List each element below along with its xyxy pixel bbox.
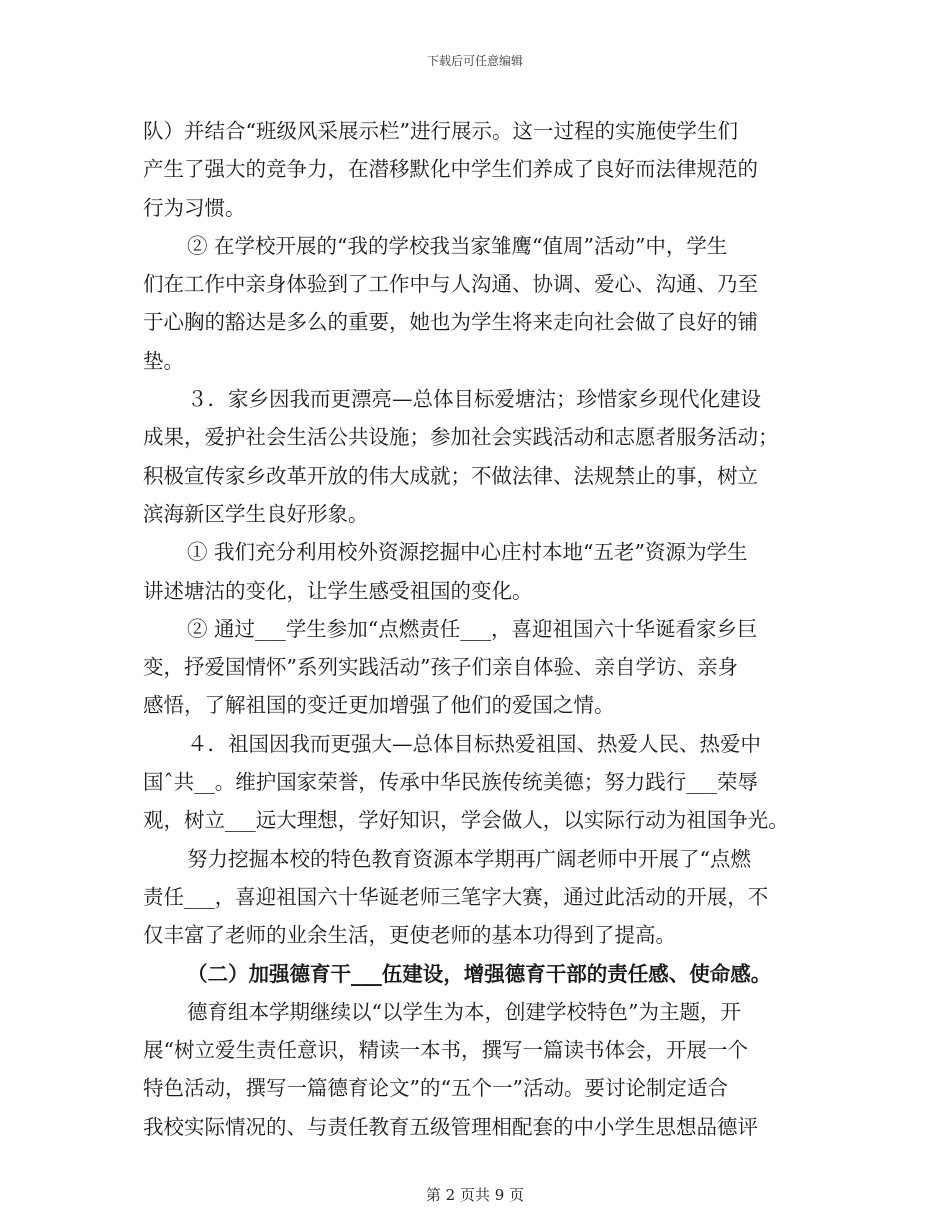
paragraph-line: ３．家乡因我而更漂亮—总体目标爱塘沽；珍惜家乡现代化建设 bbox=[187, 387, 761, 412]
paragraph-line: 讲述塘沽的变化，让学生感受祖国的变化。 bbox=[143, 578, 533, 603]
section-heading-line: （二）加强德育干___伍建设，增强德育干部的责任感、使命感。 bbox=[187, 961, 772, 986]
paragraph-line: 展“树立爱生责任意识，精读一本书，撰写一篇读书体会，开展一个 bbox=[143, 1038, 748, 1063]
paragraph-line: 于心胸的豁达是多么的重要，她也为学生将来走向社会做了良好的铺 bbox=[143, 310, 758, 335]
paragraph-line: 国ˆ共__。维护国家荣誉，传承中华民族传统美德；努力践行___荣辱 bbox=[143, 770, 758, 795]
paragraph-line: ② 通过___学生参加“点燃责任___，喜迎祖国六十华诞看家乡巨 bbox=[187, 616, 758, 641]
paragraph-line: 仅丰富了老师的业余生活，更使老师的基本功得到了提高。 bbox=[143, 923, 676, 948]
paragraph-line: 积极宣传家乡改革开放的伟大成就；不做法律、法规禁止的事，树立 bbox=[143, 463, 758, 488]
paragraph-line: 感悟，了解祖国的变迁更加增强了他们的爱国之情。 bbox=[143, 693, 615, 718]
paragraph-line: 特色活动，撰写一篇德育论文”的“五个一”活动。要讨论制定适合 bbox=[143, 1076, 728, 1101]
paragraph-line: ① 我们充分利用校外资源挖掘中心庄村本地“五老”资源为学生 bbox=[187, 540, 748, 565]
paragraph-line: ② 在学校开展的“我的学校我当家雏鹰“值周”活动”中，学生 bbox=[187, 233, 728, 258]
paragraph-line: 变，抒爱国情怀”系列实践活动”孩子们亲自体验、亲自学访、亲身 bbox=[143, 655, 738, 680]
paragraph-line: 成果，爱护社会生活公共设施；参加社会实践活动和志愿者服务活动； bbox=[143, 425, 779, 450]
paragraph-line: 我校实际情况的、与责任教育五级管理相配套的中小学生思想品德评 bbox=[143, 1114, 758, 1139]
paragraph-line: 滨海新区学生良好形象。 bbox=[143, 501, 369, 526]
page-header: 下载后可任意编辑 bbox=[426, 54, 523, 68]
paragraph-line: ４．祖国因我而更强大—总体目标热爱祖国、热爱人民、热爱中 bbox=[187, 731, 761, 756]
paragraph-line: 责任___，喜迎祖国六十华诞老师三笔字大赛，通过此活动的开展，不 bbox=[143, 884, 769, 909]
paragraph-line: 观，树立___远大理想，学好知识，学会做人，以实际行动为祖国争光。 bbox=[143, 808, 789, 833]
paragraph-line: 们在工作中亲身体验到了工作中与人沟通、协调、爱心、沟通、乃至 bbox=[143, 272, 758, 297]
paragraph-line: 行为习惯。 bbox=[143, 195, 246, 220]
paragraph-line: 队）并结合“班级风采展示栏”进行展示。这一过程的实施使学生们 bbox=[143, 119, 738, 143]
paragraph-line: 德育组本学期继续以“以学生为本，创建学校特色”为主题，开 bbox=[187, 999, 741, 1024]
document-body bbox=[143, 112, 803, 1146]
page-number: 第 2 页共 9 页 bbox=[425, 1186, 525, 1204]
paragraph-line: 努力挖掘本校的特色教育资源本学期再广阔老师中开展了“点燃 bbox=[187, 846, 751, 871]
paragraph-line: 产生了强大的竞争力，在潜移默化中学生们养成了良好而法律规范的 bbox=[143, 157, 758, 182]
paragraph-line: 垫。 bbox=[143, 348, 184, 373]
